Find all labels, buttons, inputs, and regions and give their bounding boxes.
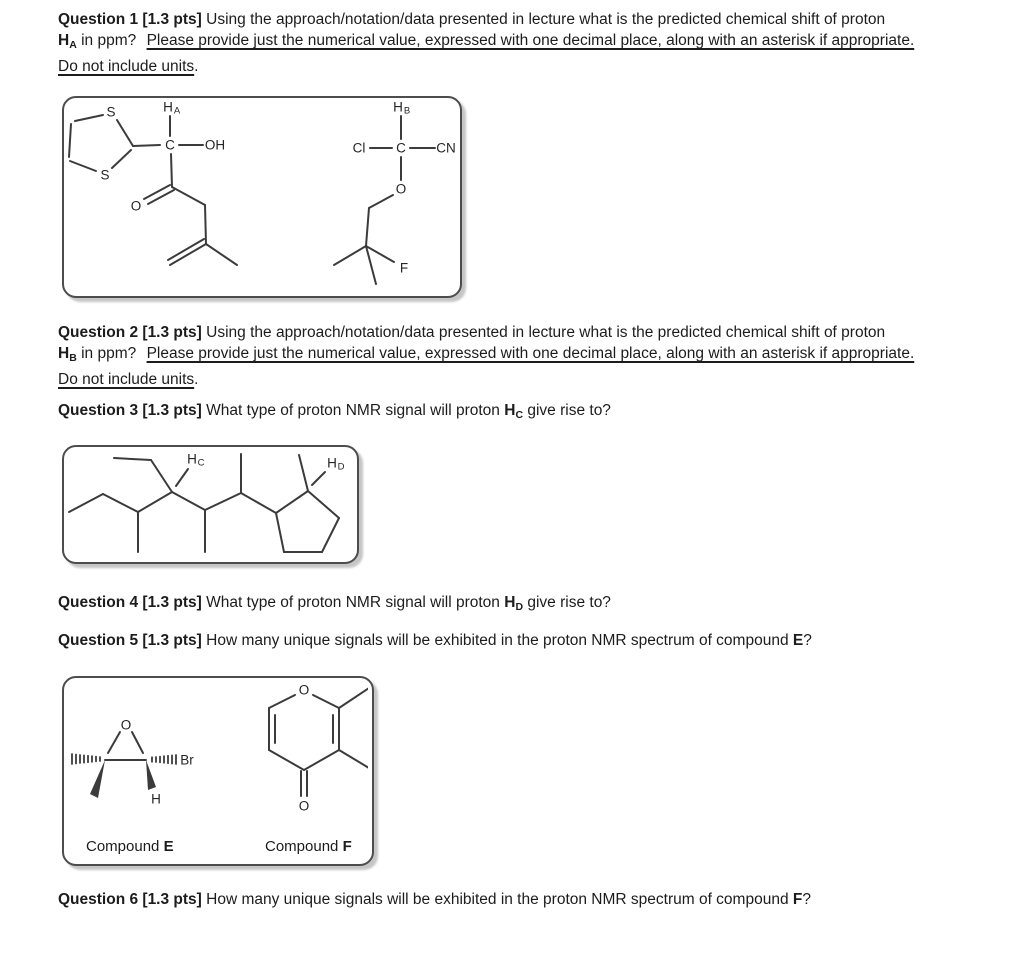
figure-2-svg xyxy=(64,447,353,558)
bond xyxy=(276,491,308,513)
bond xyxy=(308,491,339,518)
bond xyxy=(133,145,160,146)
bond xyxy=(117,120,133,146)
question-1 xyxy=(58,9,1020,77)
proton-hc-subscript: C xyxy=(197,457,205,469)
bond xyxy=(241,493,276,513)
bond xyxy=(206,244,237,265)
ring-oxygen-label: O xyxy=(298,682,310,698)
question-1-instruction-underlined: Please provide just the numerical value, expressed with one decimal place, along with an asterisk if appropriate. xyxy=(146,32,915,49)
question-2 xyxy=(58,322,1020,390)
bond xyxy=(269,695,295,708)
bond xyxy=(276,513,284,552)
wedge-bond xyxy=(146,760,156,790)
question-1-tail: . xyxy=(194,58,199,75)
compound-e-caption-text: Compound xyxy=(86,838,160,855)
question-6-lead: How many unique signals will be exhibited in the proton NMR spectrum of compound xyxy=(206,891,789,908)
compound-f-caption-letter: F xyxy=(342,838,352,855)
compound-e-caption-letter: E xyxy=(163,838,174,855)
question-2-lead: Using the approach/notation/data presented in lecture what is the predicted chemical shift of proton xyxy=(206,324,886,341)
bond xyxy=(205,493,241,510)
bond xyxy=(176,469,188,486)
bond xyxy=(312,472,325,485)
question-2-line-2 xyxy=(58,343,1020,369)
bond xyxy=(171,154,172,187)
question-1-line-1 xyxy=(58,9,1020,30)
proton-hc-label: H xyxy=(187,451,197,467)
oxygen-atom-label: O xyxy=(120,717,132,733)
hashed-wedge-methyl xyxy=(72,754,100,764)
proton-subscript: B xyxy=(69,352,77,364)
proton-symbol: H xyxy=(58,32,70,49)
question-5-lead: How many unique signals will be exhibited in the proton NMR spectrum of compound xyxy=(206,632,789,649)
sulfur-atom-label: S xyxy=(100,167,110,183)
hydrogen-atom-label: H xyxy=(151,791,161,807)
question-2-line-3 xyxy=(58,369,1020,390)
question-1-instruction-underlined-2: Do not include units xyxy=(58,58,195,75)
question-4-label: Question 4 [1.3 pts] xyxy=(58,594,202,611)
question-5-tail: ? xyxy=(803,632,812,649)
question-2-line-1 xyxy=(58,322,1020,343)
bond xyxy=(269,750,304,770)
question-1-line-3 xyxy=(58,56,1020,77)
proton-subscript: A xyxy=(69,39,77,51)
question-2-tail: . xyxy=(194,371,199,388)
bond xyxy=(299,455,308,491)
bond xyxy=(151,460,172,492)
bond xyxy=(322,518,339,552)
carbon-atom-label: C xyxy=(396,140,406,156)
bond xyxy=(69,494,103,512)
question-1-after-proton: in ppm? xyxy=(81,32,137,49)
bond xyxy=(304,750,339,770)
proton-symbol: H xyxy=(504,594,516,611)
bond xyxy=(138,492,172,512)
question-4-tail: give rise to? xyxy=(527,594,611,611)
compound-letter: F xyxy=(792,891,803,908)
bond xyxy=(334,246,366,265)
question-2-label: Question 2 [1.3 pts] xyxy=(58,324,202,341)
branched-alkane-skeleton xyxy=(69,452,345,553)
structure-figure-compounds-e-f xyxy=(62,676,374,866)
compound-e-epoxide xyxy=(72,718,194,807)
bond xyxy=(313,695,339,708)
bond xyxy=(369,195,393,208)
proton-symbol: H xyxy=(58,345,70,362)
question-4 xyxy=(58,592,1020,618)
question-6-label: Question 6 [1.3 pts] xyxy=(58,891,202,908)
proton-hb-label: H xyxy=(393,99,403,115)
fluorine-atom-label: F xyxy=(399,260,409,276)
proton-ha-label: H xyxy=(163,99,173,115)
bond xyxy=(172,187,205,205)
carbon-atom-label: C xyxy=(165,137,175,153)
question-1-line-2 xyxy=(58,30,1020,56)
question-2-instruction-underlined: Please provide just the numerical value, expressed with one decimal place, along with an asterisk if appropriate. xyxy=(146,345,915,362)
question-3-tail: give rise to? xyxy=(527,402,611,419)
bond xyxy=(170,244,206,265)
dithiolane-compound xyxy=(69,100,237,266)
hashed-wedge-bromine xyxy=(152,755,176,764)
structure-figure-ha-hb xyxy=(62,96,462,298)
hydroxyl-label: OH xyxy=(204,137,226,153)
wedge-bond xyxy=(90,760,105,798)
question-2-after-proton: in ppm? xyxy=(81,345,137,362)
question-2-instruction-underlined-2: Do not include units xyxy=(58,371,195,388)
structure-figure-hc-hd xyxy=(62,445,359,564)
chloro-nitrile-compound xyxy=(334,100,456,285)
figure-1-svg xyxy=(64,98,456,292)
bond xyxy=(132,732,143,753)
nitrile-label: CN xyxy=(436,140,456,156)
proton-subscript: D xyxy=(515,601,524,613)
bond xyxy=(69,124,71,157)
proton-subscript: C xyxy=(515,409,524,421)
question-6 xyxy=(58,889,1020,910)
compound-f-caption xyxy=(265,838,352,855)
proton-hd-subscript: D xyxy=(337,461,345,473)
bond xyxy=(108,732,120,753)
proton-hd-label: H xyxy=(327,455,337,471)
oxygen-atom-label: O xyxy=(395,181,407,197)
bond xyxy=(168,239,204,260)
bond xyxy=(70,161,96,171)
question-3-lead: What type of proton NMR signal will proton xyxy=(206,402,500,419)
compound-e-caption xyxy=(86,838,174,855)
bond xyxy=(172,492,205,510)
bond xyxy=(114,458,151,460)
bond xyxy=(144,185,170,199)
question-3-label: Question 3 [1.3 pts] xyxy=(58,402,202,419)
bromine-atom-label: Br xyxy=(180,752,194,768)
chlorine-atom-label: Cl xyxy=(352,140,366,156)
sulfur-atom-label: S xyxy=(106,104,116,120)
figure-3-svg xyxy=(64,678,368,860)
question-4-lead: What type of proton NMR signal will proton xyxy=(206,594,500,611)
carbonyl-oxygen-label: O xyxy=(298,798,310,814)
bond xyxy=(339,750,368,768)
question-5 xyxy=(58,630,1020,651)
question-1-label: Question 1 [1.3 pts] xyxy=(58,11,202,28)
proton-symbol: H xyxy=(504,402,516,419)
question-5-label: Question 5 [1.3 pts] xyxy=(58,632,202,649)
bond xyxy=(75,115,103,121)
proton-ha-subscript: A xyxy=(173,105,181,117)
bond xyxy=(112,150,131,168)
bond xyxy=(205,205,206,244)
compound-f-caption-text: Compound xyxy=(265,838,339,855)
compound-f-pyranone xyxy=(269,683,368,814)
bond xyxy=(148,190,174,204)
question-1-lead: Using the approach/notation/data presented in lecture what is the predicted chemical shift of proton xyxy=(206,11,886,28)
bond xyxy=(366,208,369,246)
question-3 xyxy=(58,400,1020,426)
bond xyxy=(339,688,368,708)
compound-letter: E xyxy=(792,632,804,649)
proton-hb-subscript: B xyxy=(403,105,411,117)
bond xyxy=(103,494,138,512)
oxygen-atom-label: O xyxy=(130,198,142,214)
question-6-tail: ? xyxy=(802,891,811,908)
